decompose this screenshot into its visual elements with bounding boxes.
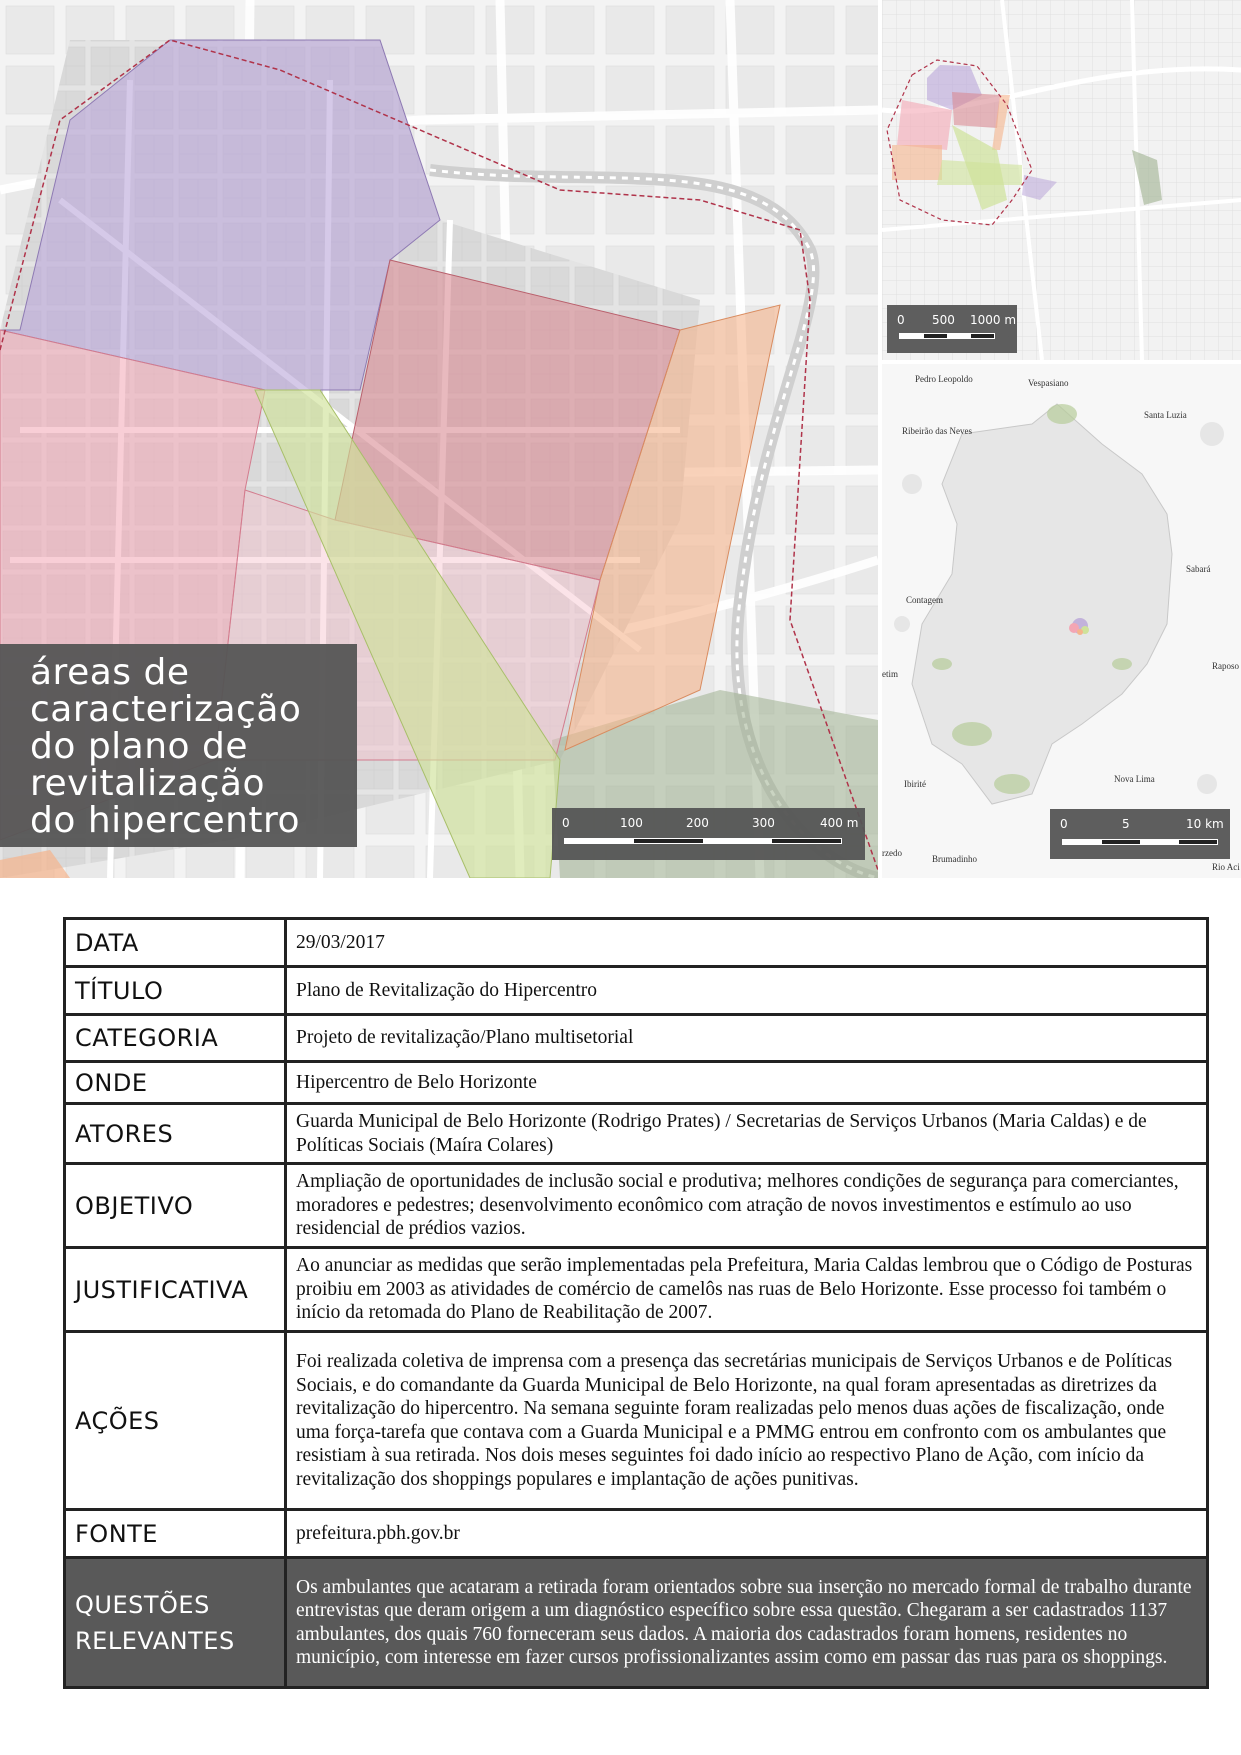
table-row <box>65 1015 1208 1062</box>
scale-tick: 200 <box>686 816 709 830</box>
map-title-line: do hipercentro <box>30 800 301 841</box>
main-scale-bar <box>552 808 865 860</box>
place-label: etim <box>882 669 898 679</box>
scale-bar-graphic <box>1062 839 1218 845</box>
table-row <box>65 1510 1208 1558</box>
locator-map-region-graphic <box>882 364 1241 878</box>
table-row <box>65 1558 1208 1688</box>
row-value: Foi realizada coletiva de imprensa com a presença das secretárias municipais de Serviços Urbanos e de Políticas Sociais, e do comandante da Guarda Municipal de Belo Horizonte, na qual foram apresentadas as diretrizes da revitalização do hipercentro. Na semana seguinte foram realizadas pelo menos duas ações de fiscalização, onde uma força-tarefa que contava com a Guarda Municipal e a PMMG entrou em confronto com os ambulantes que resistiam à sua retirada. Nos dois meses seguintes foi dado início ao respectivo Plano de Ação, com início da revitalização dos shoppings populares e implantação de ações punitivas. <box>286 1332 1208 1510</box>
place-label: Contagem <box>906 595 943 605</box>
row-label: AÇÕES <box>65 1332 286 1510</box>
place-label: Sabará <box>1186 564 1211 574</box>
table-row <box>65 1248 1208 1332</box>
map-title-line: revitalização <box>30 763 265 804</box>
scale-tick: 500 <box>932 313 955 327</box>
table-row <box>65 919 1208 967</box>
row-value: Os ambulantes que acataram a retirada foram orientados sobre sua inserção no mercado formal de trabalho durante entrevistas que deram origem a um diagnóstico específico sobre essa questão. Chegaram a ser cadastrados 1137 ambulantes, dos quais 760 forneceram seus dados. A maioria dos cadastrados foram homens, residentes no município, com interesse em fazer cursos profissionalizantes assim como em passar das ruas para os shoppings. <box>286 1558 1208 1688</box>
row-value: Hipercentro de Belo Horizonte <box>286 1062 1208 1104</box>
scale-tick: 100 <box>620 816 643 830</box>
place-label: Vespasiano <box>1028 378 1069 388</box>
scale-tick: 400 m <box>820 816 859 830</box>
row-label: FONTE <box>65 1510 286 1558</box>
row-label: CATEGORIA <box>65 1015 286 1062</box>
place-label: Ribeirão das Neves <box>902 426 972 436</box>
scale-tick: 1000 m <box>970 313 1017 327</box>
row-label: DATA <box>65 919 286 967</box>
place-label: Nova Lima <box>1114 774 1155 784</box>
table-row <box>65 1332 1208 1510</box>
row-label: ONDE <box>65 1062 286 1104</box>
place-label: rzedo <box>882 848 902 858</box>
table-row <box>65 1164 1208 1248</box>
locator-region-scale-bar <box>1050 809 1230 859</box>
locator-map-region <box>882 364 1241 878</box>
row-value: Projeto de revitalização/Plano multisetorial <box>286 1015 1208 1062</box>
scale-tick: 0 <box>1060 817 1068 831</box>
scale-bar-graphic <box>899 333 995 339</box>
place-label: Rio Aci <box>1212 862 1240 872</box>
row-value: prefeitura.pbh.gov.br <box>286 1510 1208 1558</box>
locator-map-center <box>882 0 1241 360</box>
info-table <box>63 917 1209 1689</box>
row-label: QUESTÕES RELEVANTES <box>65 1558 286 1688</box>
row-value: Ao anunciar as medidas que serão implementadas pela Prefeitura, Maria Caldas lembrou que o Código de Posturas proibiu em 2003 as atividades de comércio de camelôs nas ruas de Belo Horizonte. Esse processo foi também o início da retomada do Plano de Reabilitação de 2007. <box>286 1248 1208 1332</box>
main-map <box>0 0 878 878</box>
scale-tick: 5 <box>1122 817 1130 831</box>
place-label: Brumadinho <box>932 854 977 864</box>
row-value: Guarda Municipal de Belo Horizonte (Rodrigo Prates) / Secretarias de Serviços Urbanos (Maria Caldas) e de Políticas Sociais (Maíra Colares) <box>286 1104 1208 1164</box>
place-label: Santa Luzia <box>1144 410 1187 420</box>
table-row <box>65 1104 1208 1164</box>
place-label: Raposo <box>1212 661 1239 671</box>
row-label: ATORES <box>65 1104 286 1164</box>
scale-bar-graphic <box>564 838 842 844</box>
map-title-line: áreas de <box>30 652 190 693</box>
scale-tick: 300 <box>752 816 775 830</box>
map-title-line: do plano de <box>30 726 249 767</box>
map-title-line: caracterização <box>30 689 302 730</box>
scale-tick: 10 km <box>1186 817 1224 831</box>
row-label: JUSTIFICATIVA <box>65 1248 286 1332</box>
row-label: OBJETIVO <box>65 1164 286 1248</box>
scale-tick: 0 <box>897 313 905 327</box>
map-title <box>0 644 357 847</box>
place-label: Pedro Leopoldo <box>915 374 973 384</box>
scale-tick: 0 <box>562 816 570 830</box>
table-row <box>65 1062 1208 1104</box>
table-row <box>65 967 1208 1015</box>
place-label: Ibirité <box>904 779 926 789</box>
row-value: Plano de Revitalização do Hipercentro <box>286 967 1208 1015</box>
row-value: Ampliação de oportunidades de inclusão social e produtiva; melhores condições de segurança para comerciantes, moradores e pedestres; desenvolvimento econômico com atração de novos investimentos e estímulo ao uso residencial de prédios vazios. <box>286 1164 1208 1248</box>
row-label: TÍTULO <box>65 967 286 1015</box>
row-value: 29/03/2017 <box>286 919 1208 967</box>
locator-center-scale-bar <box>887 305 1017 353</box>
